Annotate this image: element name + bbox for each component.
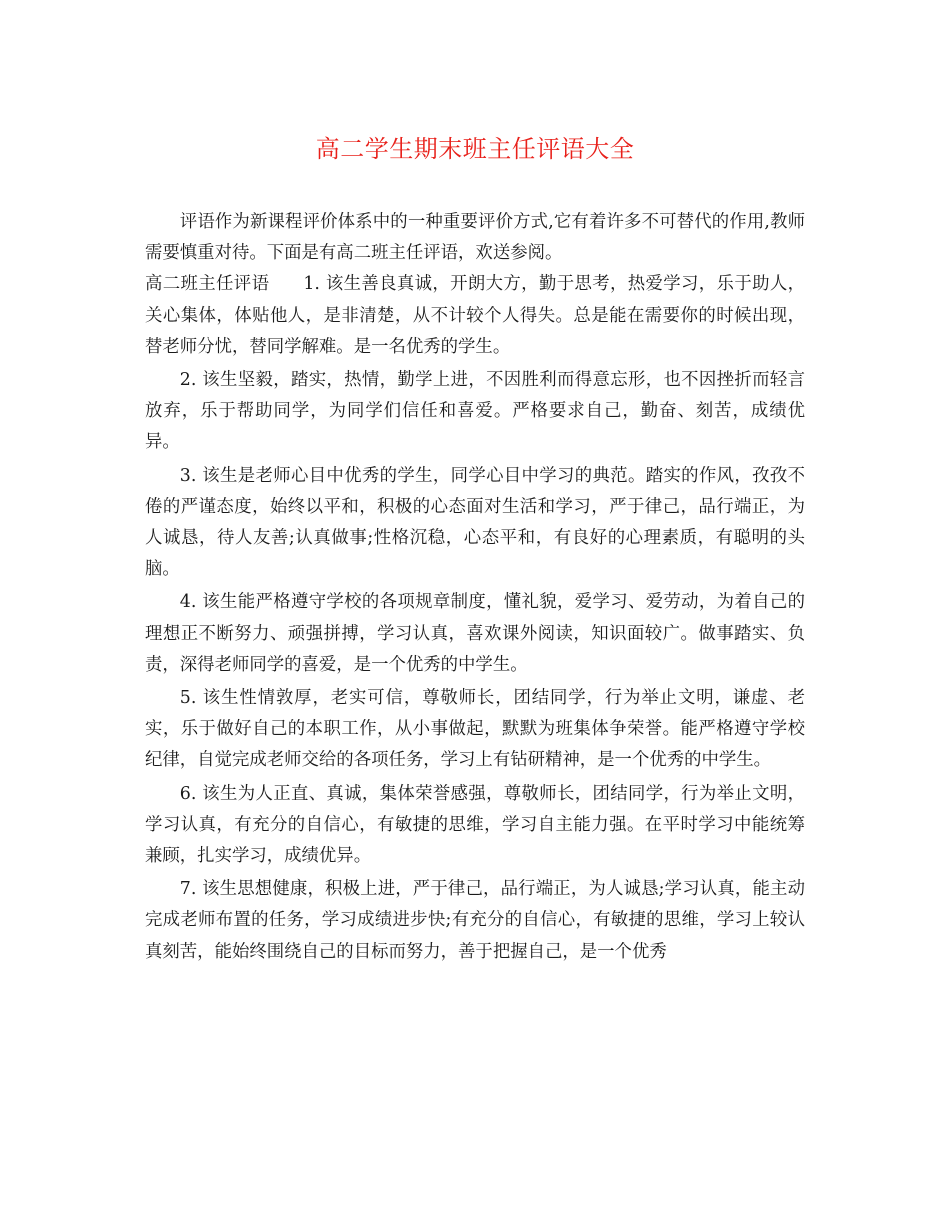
document-title: 高二学生期末班主任评语大全 (315, 135, 635, 163)
comment-item-1: 1. 该生善良真诚，开朗大方，勤于思考，热爱学习，乐于助人，关心集体，体贴他人，是非清楚，从不计较个人得失。总是能在需要你的时候出现，替老师分忧，替同学解难。是一名优秀的学生。 (145, 274, 805, 357)
document-body (145, 207, 805, 968)
comment-item-3: 3. 该生是老师心目中优秀的学生，同学心目中学习的典范。踏实的作风，孜孜不倦的严谨态度，始终以平和，积极的心态面对生活和学习，严于律己，品行端正，为人诚恳，待人友善;认真做事;性格沉稳，心态平和，有良好的心理素质，有聪明的头脑。 (145, 465, 805, 580)
section-paragraph (145, 269, 805, 363)
intro-paragraph: 评语作为新课程评价体系中的一种重要评价方式,它有着许多不可替代的作用,教师需要慎重对待。下面是有高二班主任评语，欢送参阅。 (145, 212, 805, 264)
comment-item-4: 4. 该生能严格遵守学校的各项规章制度，懂礼貌，爱学习、爱劳动，为着自己的理想正不断努力、顽强拼搏，学习认真，喜欢课外阅读，知识面较广。做事踏实、负责，深得老师同学的喜爱，是一个优秀的中学生。 (145, 592, 805, 675)
section-label: 高二班主任评语 (145, 274, 270, 295)
comment-item-2: 2. 该生坚毅，踏实，热情，勤学上进，不因胜利而得意忘形，也不因挫折而轻言放弃，乐于帮助同学，为同学们信任和喜爱。严格要求自己，勤奋、刻苦，成绩优异。 (145, 370, 805, 453)
comment-item-6: 6. 该生为人正直、真诚，集体荣誉感强，尊敬师长，团结同学，行为举止文明，学习认真，有充分的自信心，有敏捷的思维，学习自主能力强。在平时学习中能统筹兼顾，扎实学习，成绩优异。 (145, 783, 805, 867)
comment-item-5: 5. 该生性情敦厚，老实可信，尊敬师长，团结同学，行为举止文明，谦虚、老实，乐于做好自己的本职工作，从小事做起，默默为班集体争荣誉。能严格遵守学校纪律，自觉完成老师交给的各项任务，学习上有钻研精神，是一个优秀的中学生。 (145, 688, 805, 771)
comment-item-7: 7. 该生思想健康，积极上进，严于律己，品行端正，为人诚恳;学习认真，能主动完成老师布置的任务，学习成绩进步快;有充分的自信心，有敏捷的思维，学习上较认真刻苦，能始终围绕自己的目标而努力，善于把握自己，是一个优秀 (145, 879, 805, 962)
